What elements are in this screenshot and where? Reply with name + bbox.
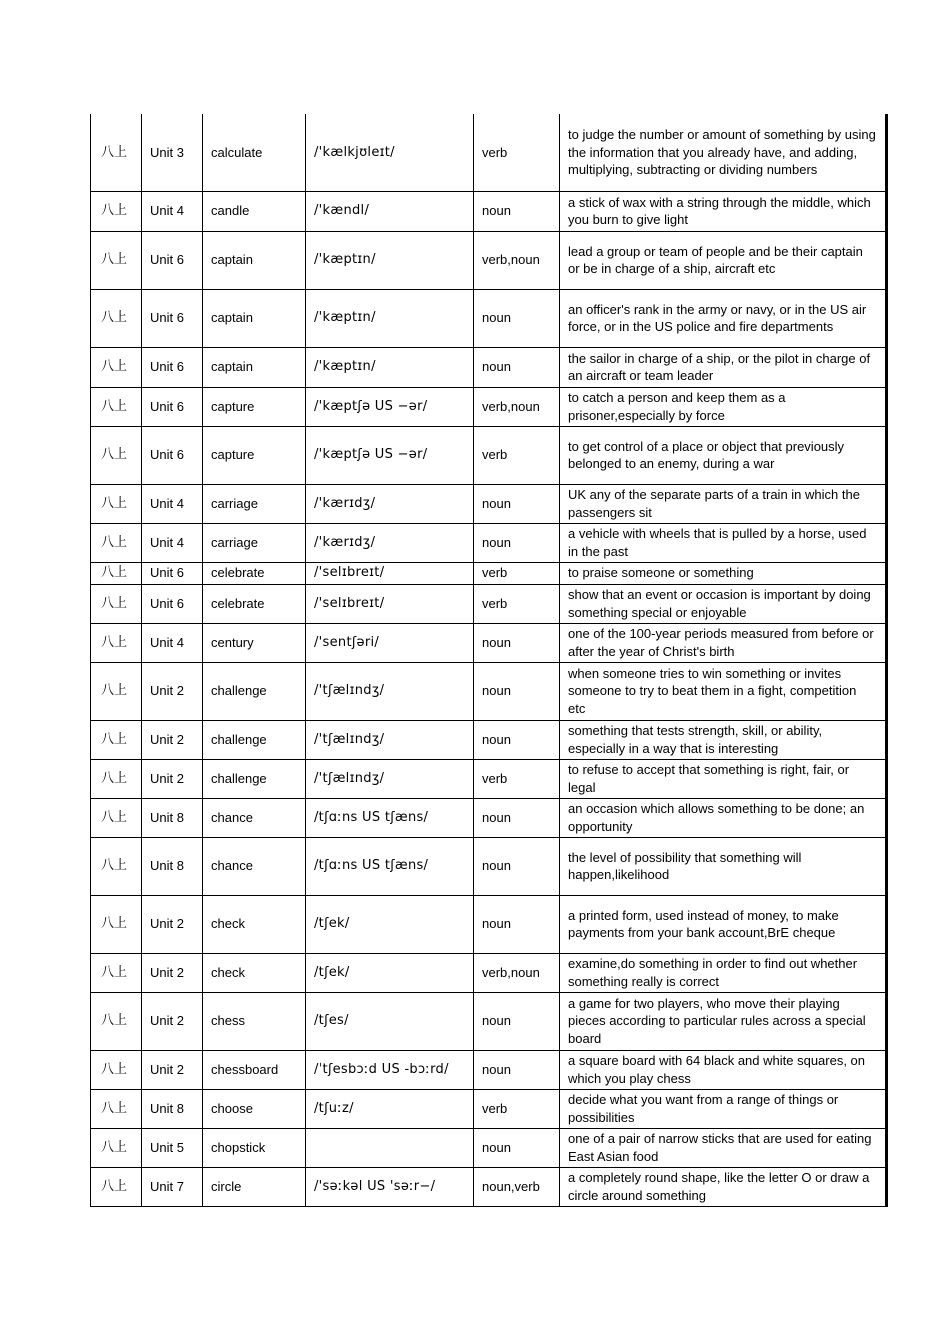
grade-cell: 八上 bbox=[91, 347, 142, 387]
part-of-speech-cell: noun,verb bbox=[474, 1167, 560, 1206]
vocabulary-table-body bbox=[91, 114, 887, 1206]
word-cell: candle bbox=[203, 191, 306, 231]
word-cell: carriage bbox=[203, 484, 306, 523]
definition-cell: a vehicle with wheels that is pulled by a horse, used in the past bbox=[560, 523, 887, 562]
part-of-speech-cell: noun bbox=[474, 798, 560, 837]
grade-cell: 八上 bbox=[91, 759, 142, 798]
word-cell: check bbox=[203, 895, 306, 953]
word-cell: calculate bbox=[203, 114, 306, 191]
word-cell: check bbox=[203, 953, 306, 992]
grade-cell: 八上 bbox=[91, 289, 142, 347]
table-row bbox=[91, 289, 887, 347]
grade-cell: 八上 bbox=[91, 387, 142, 426]
definition-cell: a completely round shape, like the letter O or draw a circle around something bbox=[560, 1167, 887, 1206]
phonetic-cell: /tʃes/ bbox=[306, 992, 474, 1050]
unit-cell: Unit 6 bbox=[142, 347, 203, 387]
phonetic-cell: /'kændl/ bbox=[306, 191, 474, 231]
part-of-speech-cell: verb bbox=[474, 426, 560, 484]
word-cell: challenge bbox=[203, 662, 306, 720]
part-of-speech-cell: noun bbox=[474, 1050, 560, 1089]
grade-cell: 八上 bbox=[91, 114, 142, 191]
definition-cell: a printed form, used instead of money, to make payments from your bank account,BrE cheque bbox=[560, 895, 887, 953]
definition-cell: one of the 100-year periods measured from before or after the year of Christ's birth bbox=[560, 623, 887, 662]
definition-cell: an occasion which allows something to be done; an opportunity bbox=[560, 798, 887, 837]
table-row bbox=[91, 623, 887, 662]
word-cell: chess bbox=[203, 992, 306, 1050]
unit-cell: Unit 2 bbox=[142, 953, 203, 992]
table-row bbox=[91, 1050, 887, 1089]
definition-cell: to refuse to accept that something is right, fair, or legal bbox=[560, 759, 887, 798]
table-row bbox=[91, 231, 887, 289]
word-cell: captain bbox=[203, 289, 306, 347]
grade-cell: 八上 bbox=[91, 837, 142, 895]
phonetic-cell bbox=[306, 1128, 474, 1167]
word-cell: celebrate bbox=[203, 562, 306, 584]
definition-cell: lead a group or team of people and be their captain or be in charge of a ship, aircraft etc bbox=[560, 231, 887, 289]
word-cell: century bbox=[203, 623, 306, 662]
grade-cell: 八上 bbox=[91, 191, 142, 231]
grade-cell: 八上 bbox=[91, 1128, 142, 1167]
word-cell: carriage bbox=[203, 523, 306, 562]
table-row bbox=[91, 387, 887, 426]
phonetic-cell: /'tʃælɪndʒ/ bbox=[306, 759, 474, 798]
grade-cell: 八上 bbox=[91, 231, 142, 289]
grade-cell: 八上 bbox=[91, 1167, 142, 1206]
grade-cell: 八上 bbox=[91, 798, 142, 837]
word-cell: capture bbox=[203, 387, 306, 426]
phonetic-cell: /'kæptʃə US −ər/ bbox=[306, 387, 474, 426]
definition-cell: the sailor in charge of a ship, or the pilot in charge of an aircraft or team leader bbox=[560, 347, 887, 387]
table-row bbox=[91, 953, 887, 992]
phonetic-cell: /tʃɑːns US tʃæns/ bbox=[306, 837, 474, 895]
word-cell: celebrate bbox=[203, 584, 306, 623]
part-of-speech-cell: noun bbox=[474, 895, 560, 953]
part-of-speech-cell: noun bbox=[474, 484, 560, 523]
grade-cell: 八上 bbox=[91, 1089, 142, 1128]
phonetic-cell: /tʃek/ bbox=[306, 895, 474, 953]
part-of-speech-cell: noun bbox=[474, 523, 560, 562]
word-cell: choose bbox=[203, 1089, 306, 1128]
definition-cell: an officer's rank in the army or navy, or in the US air force, or in the US police and fire departments bbox=[560, 289, 887, 347]
phonetic-cell: /'selɪbreɪt/ bbox=[306, 562, 474, 584]
part-of-speech-cell: noun bbox=[474, 623, 560, 662]
table-row bbox=[91, 562, 887, 584]
unit-cell: Unit 6 bbox=[142, 289, 203, 347]
phonetic-cell: /tʃɑːns US tʃæns/ bbox=[306, 798, 474, 837]
table-row bbox=[91, 720, 887, 759]
part-of-speech-cell: verb bbox=[474, 1089, 560, 1128]
table-row bbox=[91, 837, 887, 895]
phonetic-cell: /'kærɪdʒ/ bbox=[306, 523, 474, 562]
grade-cell: 八上 bbox=[91, 953, 142, 992]
definition-cell: something that tests strength, skill, or ability, especially in a way that is interesting bbox=[560, 720, 887, 759]
word-cell: challenge bbox=[203, 759, 306, 798]
part-of-speech-cell: noun bbox=[474, 662, 560, 720]
definition-cell: the level of possibility that something will happen,likelihood bbox=[560, 837, 887, 895]
part-of-speech-cell: noun bbox=[474, 720, 560, 759]
unit-cell: Unit 3 bbox=[142, 114, 203, 191]
table-row bbox=[91, 1089, 887, 1128]
part-of-speech-cell: noun bbox=[474, 289, 560, 347]
definition-cell: examine,do something in order to find out whether something really is correct bbox=[560, 953, 887, 992]
phonetic-cell: /'selɪbreɪt/ bbox=[306, 584, 474, 623]
unit-cell: Unit 2 bbox=[142, 759, 203, 798]
grade-cell: 八上 bbox=[91, 623, 142, 662]
unit-cell: Unit 7 bbox=[142, 1167, 203, 1206]
grade-cell: 八上 bbox=[91, 720, 142, 759]
definition-cell: a square board with 64 black and white squares, on which you play chess bbox=[560, 1050, 887, 1089]
table-row bbox=[91, 484, 887, 523]
unit-cell: Unit 5 bbox=[142, 1128, 203, 1167]
table-row bbox=[91, 759, 887, 798]
part-of-speech-cell: noun bbox=[474, 347, 560, 387]
phonetic-cell: /'tʃælɪndʒ/ bbox=[306, 662, 474, 720]
table-row bbox=[91, 662, 887, 720]
definition-cell: when someone tries to win something or invites someone to try to beat them in a fight, competition etc bbox=[560, 662, 887, 720]
definition-cell: UK any of the separate parts of a train in which the passengers sit bbox=[560, 484, 887, 523]
phonetic-cell: /'kæptɪn/ bbox=[306, 347, 474, 387]
part-of-speech-cell: verb,noun bbox=[474, 953, 560, 992]
grade-cell: 八上 bbox=[91, 562, 142, 584]
phonetic-cell: /ˈtʃesbɔːd US -bɔːrd/ bbox=[306, 1050, 474, 1089]
grade-cell: 八上 bbox=[91, 426, 142, 484]
unit-cell: Unit 2 bbox=[142, 662, 203, 720]
unit-cell: Unit 6 bbox=[142, 231, 203, 289]
unit-cell: Unit 4 bbox=[142, 191, 203, 231]
table-row bbox=[91, 992, 887, 1050]
part-of-speech-cell: noun bbox=[474, 191, 560, 231]
phonetic-cell: /'sentʃəri/ bbox=[306, 623, 474, 662]
definition-cell: to judge the number or amount of something by using the information that you already have, and adding, multiplying, subtracting or dividing numbers bbox=[560, 114, 887, 191]
part-of-speech-cell: verb,noun bbox=[474, 387, 560, 426]
definition-cell: show that an event or occasion is important by doing something special or enjoyable bbox=[560, 584, 887, 623]
table-row bbox=[91, 584, 887, 623]
unit-cell: Unit 6 bbox=[142, 562, 203, 584]
unit-cell: Unit 6 bbox=[142, 387, 203, 426]
unit-cell: Unit 2 bbox=[142, 992, 203, 1050]
table-row bbox=[91, 347, 887, 387]
word-cell: chessboard bbox=[203, 1050, 306, 1089]
unit-cell: Unit 8 bbox=[142, 837, 203, 895]
unit-cell: Unit 8 bbox=[142, 798, 203, 837]
definition-cell: one of a pair of narrow sticks that are used for eating East Asian food bbox=[560, 1128, 887, 1167]
table-row bbox=[91, 426, 887, 484]
definition-cell: a game for two players, who move their playing pieces according to particular rules across a special board bbox=[560, 992, 887, 1050]
grade-cell: 八上 bbox=[91, 484, 142, 523]
phonetic-cell: /'tʃælɪndʒ/ bbox=[306, 720, 474, 759]
unit-cell: Unit 4 bbox=[142, 623, 203, 662]
unit-cell: Unit 2 bbox=[142, 720, 203, 759]
definition-cell: decide what you want from a range of things or possibilities bbox=[560, 1089, 887, 1128]
unit-cell: Unit 6 bbox=[142, 584, 203, 623]
phonetic-cell: /'kæptɪn/ bbox=[306, 231, 474, 289]
table-row bbox=[91, 114, 887, 191]
vocabulary-table bbox=[90, 114, 888, 1207]
table-row bbox=[91, 191, 887, 231]
definition-cell: a stick of wax with a string through the middle, which you burn to give light bbox=[560, 191, 887, 231]
unit-cell: Unit 8 bbox=[142, 1089, 203, 1128]
word-cell: chance bbox=[203, 798, 306, 837]
phonetic-cell: /'kærɪdʒ/ bbox=[306, 484, 474, 523]
grade-cell: 八上 bbox=[91, 895, 142, 953]
grade-cell: 八上 bbox=[91, 662, 142, 720]
part-of-speech-cell: noun bbox=[474, 1128, 560, 1167]
phonetic-cell: /'kælkjʊleɪt/ bbox=[306, 114, 474, 191]
definition-cell: to praise someone or something bbox=[560, 562, 887, 584]
part-of-speech-cell: verb bbox=[474, 584, 560, 623]
word-cell: captain bbox=[203, 347, 306, 387]
unit-cell: Unit 4 bbox=[142, 523, 203, 562]
word-cell: circle bbox=[203, 1167, 306, 1206]
part-of-speech-cell: verb bbox=[474, 562, 560, 584]
grade-cell: 八上 bbox=[91, 523, 142, 562]
part-of-speech-cell: noun bbox=[474, 992, 560, 1050]
unit-cell: Unit 4 bbox=[142, 484, 203, 523]
definition-cell: to get control of a place or object that previously belonged to an enemy, during a war bbox=[560, 426, 887, 484]
phonetic-cell: /tʃek/ bbox=[306, 953, 474, 992]
unit-cell: Unit 6 bbox=[142, 426, 203, 484]
part-of-speech-cell: verb bbox=[474, 114, 560, 191]
phonetic-cell: /'səːkəl US 'səːr−/ bbox=[306, 1167, 474, 1206]
table-row bbox=[91, 895, 887, 953]
table-row bbox=[91, 798, 887, 837]
grade-cell: 八上 bbox=[91, 992, 142, 1050]
table-row bbox=[91, 1128, 887, 1167]
word-cell: challenge bbox=[203, 720, 306, 759]
word-cell: capture bbox=[203, 426, 306, 484]
grade-cell: 八上 bbox=[91, 584, 142, 623]
unit-cell: Unit 2 bbox=[142, 895, 203, 953]
word-cell: chance bbox=[203, 837, 306, 895]
phonetic-cell: /tʃuːz/ bbox=[306, 1089, 474, 1128]
part-of-speech-cell: noun bbox=[474, 837, 560, 895]
word-cell: captain bbox=[203, 231, 306, 289]
table-row bbox=[91, 1167, 887, 1206]
phonetic-cell: /'kæptɪn/ bbox=[306, 289, 474, 347]
unit-cell: Unit 2 bbox=[142, 1050, 203, 1089]
definition-cell: to catch a person and keep them as a prisoner,especially by force bbox=[560, 387, 887, 426]
part-of-speech-cell: verb bbox=[474, 759, 560, 798]
grade-cell: 八上 bbox=[91, 1050, 142, 1089]
table-row bbox=[91, 523, 887, 562]
part-of-speech-cell: verb,noun bbox=[474, 231, 560, 289]
word-cell: chopstick bbox=[203, 1128, 306, 1167]
phonetic-cell: /'kæptʃə US −ər/ bbox=[306, 426, 474, 484]
